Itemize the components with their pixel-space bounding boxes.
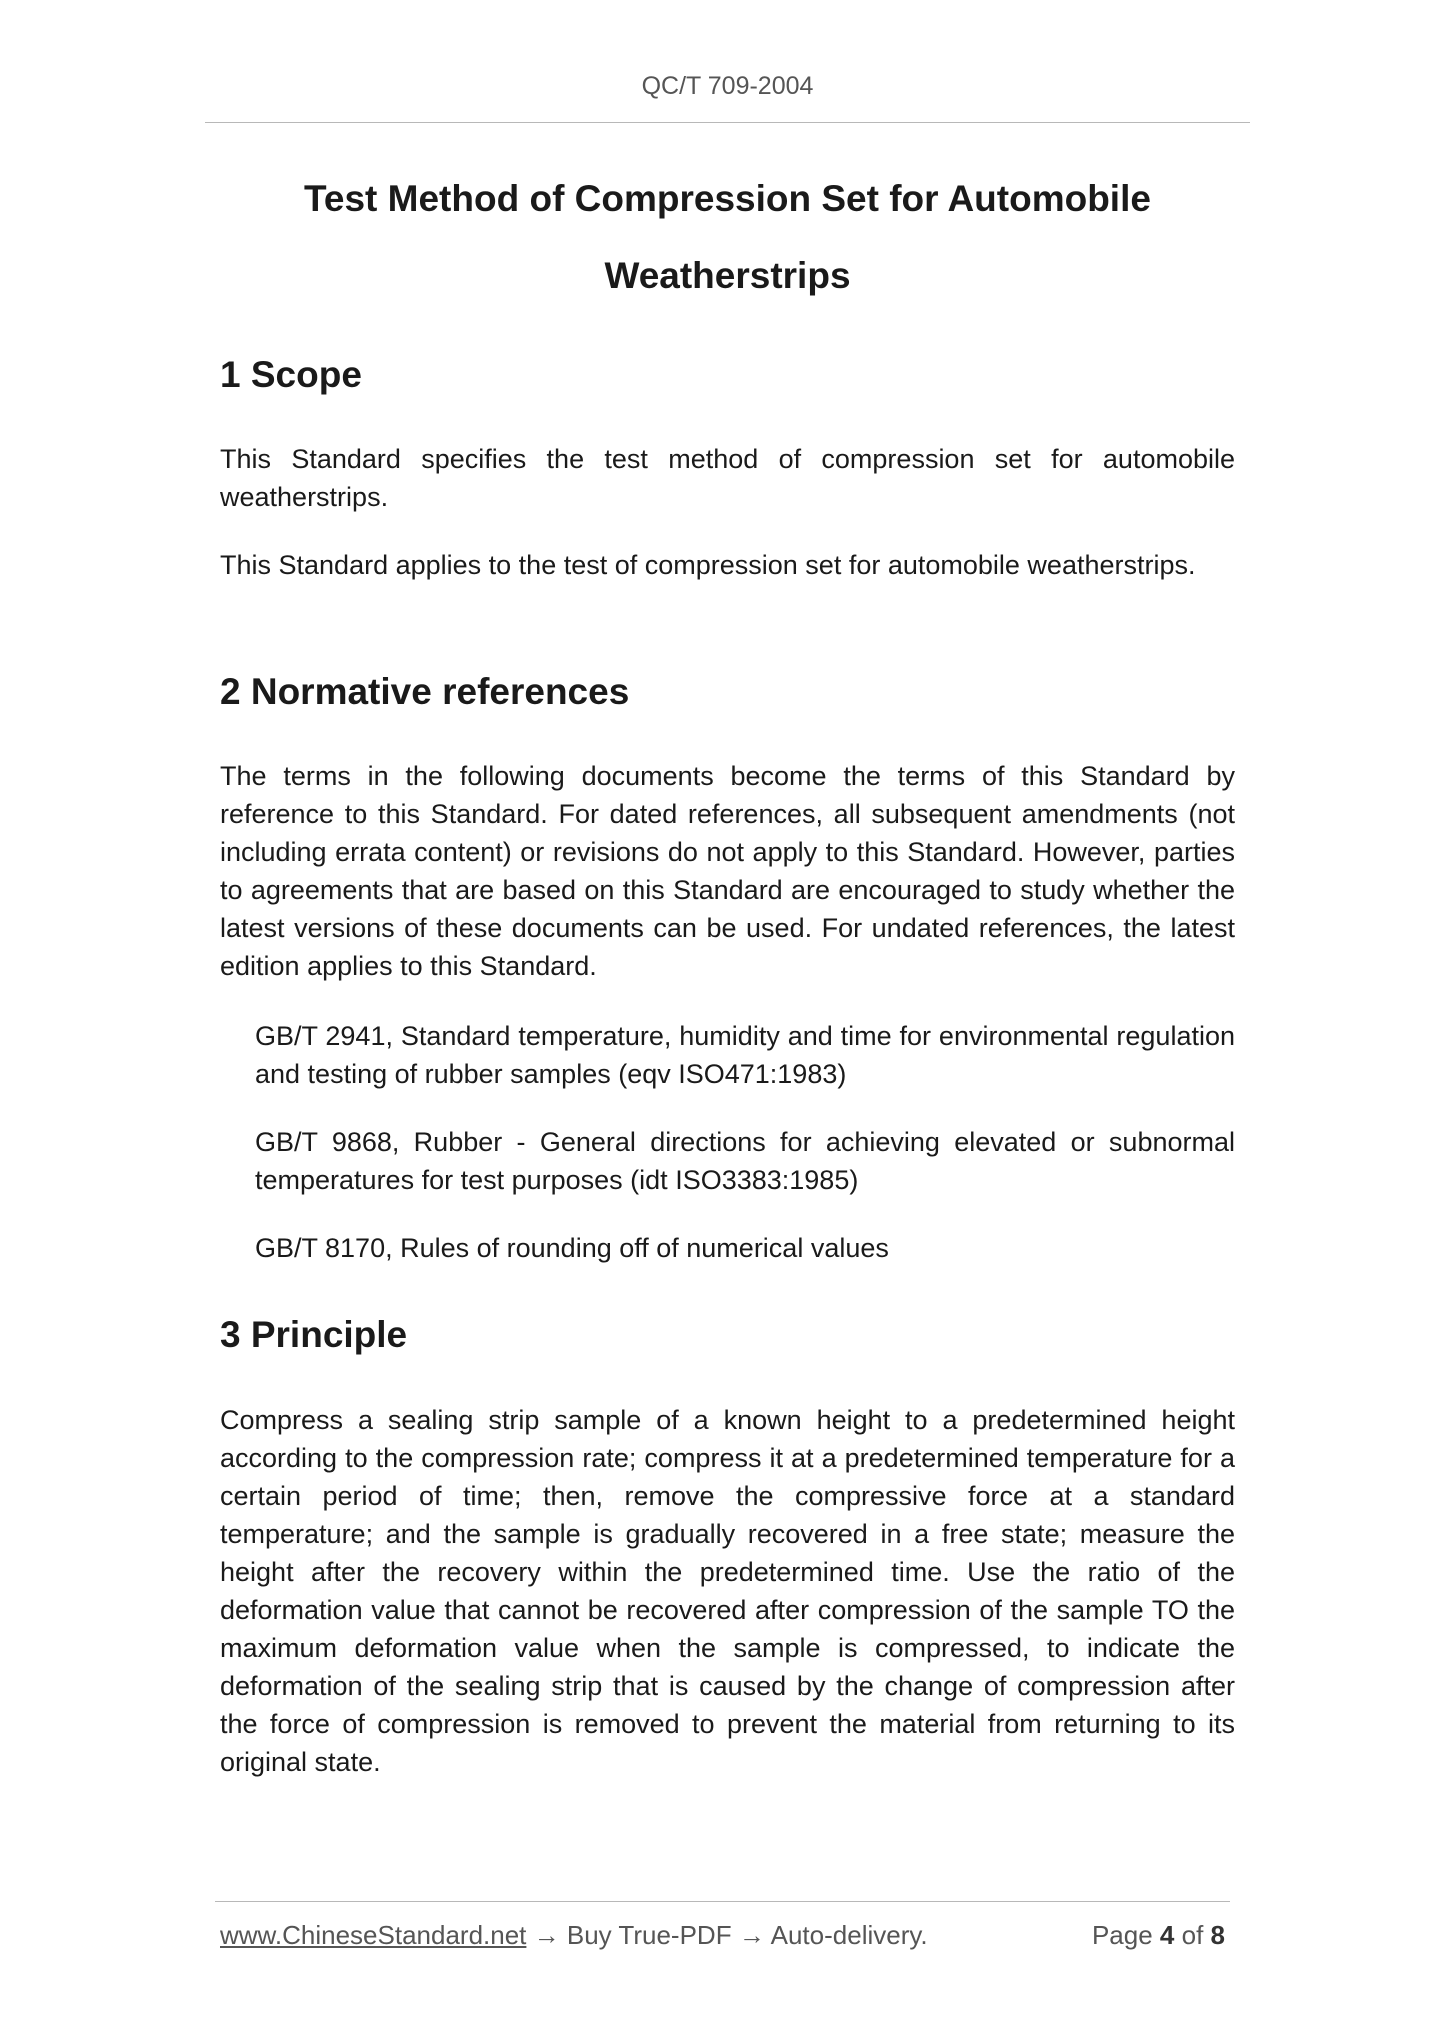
principle-paragraph: Compress a sealing strip sample of a known height to a predetermined height according to the compression rate; compress it at a predetermined temperature for a certain period of time; then, remove the compressive force at a standard temperature; and the sample is gradually recovered in a free state; measure the height after the recovery within the predetermined time. Use the ratio of the deformation value that cannot be recovered after compression of the sample TO the maximum deformation value when the sample is compressed, to indicate the deformation of the sealing strip that is caused by the change of compression after the force of compression is removed to prevent the material from returning to its original state. bbox=[220, 1405, 1235, 1777]
page-current: 4 bbox=[1159, 1920, 1175, 1950]
page-indicator bbox=[1092, 1920, 1225, 1951]
header-divider bbox=[205, 122, 1250, 123]
page-footer bbox=[220, 1920, 1225, 1951]
reference-item-1-wrap bbox=[220, 1017, 1235, 1093]
section-heading-principle: 3 Principle bbox=[220, 1314, 408, 1355]
footer-divider bbox=[215, 1901, 1230, 1902]
arrow-right-icon: → bbox=[533, 1920, 560, 1950]
section-principle bbox=[220, 1314, 1235, 1356]
reference-item: GB/T 2941, Standard temperature, humidity and time for environmental regulation and testing of rubber samples (eqv ISO471:1983) bbox=[255, 1021, 1235, 1089]
section-heading-scope: 1 Scope bbox=[220, 354, 362, 395]
references-intro-paragraph: The terms in the following documents become the terms of this Standard by reference to this Standard. For dated references, all subsequent amendments (not including errata content) or revisions do not apply to this Standard. However, parties to agreements that are based on this Standard are encouraged to study whether the latest versions of these documents can be used. For undated references, the latest edition applies to this Standard. bbox=[220, 761, 1235, 981]
references-intro-wrap bbox=[220, 757, 1235, 985]
section-heading-normative-references: 2 Normative references bbox=[220, 671, 630, 712]
scope-paragraph-1: This Standard specifies the test method of compression set for automobile weatherstrips. bbox=[220, 444, 1235, 512]
scope-paragraph-1-wrap bbox=[220, 440, 1235, 516]
page-of-label: of bbox=[1181, 1920, 1204, 1950]
section-normative-references bbox=[220, 671, 1235, 713]
page-total: 8 bbox=[1210, 1920, 1225, 1950]
principle-paragraph-wrap bbox=[220, 1401, 1235, 1781]
arrow-right-icon: → bbox=[738, 1920, 765, 1950]
section-scope bbox=[220, 354, 1235, 396]
scope-paragraph-2-wrap bbox=[220, 546, 1235, 584]
document-title bbox=[205, 160, 1250, 314]
buy-true-pdf-text: Buy True-PDF bbox=[566, 1920, 732, 1950]
reference-item-2-wrap bbox=[220, 1123, 1235, 1199]
page-header-code: QC/T 709-2004 bbox=[641, 72, 814, 100]
reference-item: GB/T 9868, Rubber - General directions for achieving elevated or subnormal temperatures for test purposes (idt ISO3383:1985) bbox=[255, 1127, 1235, 1195]
website-link[interactable]: www.ChineseStandard.net bbox=[220, 1920, 527, 1950]
title-line-1: Test Method of Compression Set for Automobile bbox=[304, 178, 1151, 219]
title-line-2: Weatherstrips bbox=[604, 255, 851, 296]
reference-item: GB/T 8170, Rules of rounding off of numerical values bbox=[255, 1233, 889, 1263]
page-label: Page bbox=[1091, 1920, 1153, 1950]
auto-delivery-text: Auto-delivery. bbox=[770, 1920, 928, 1950]
reference-item-3-wrap bbox=[220, 1229, 1235, 1267]
scope-paragraph-2: This Standard applies to the test of compression set for automobile weatherstrips. bbox=[220, 550, 1196, 580]
